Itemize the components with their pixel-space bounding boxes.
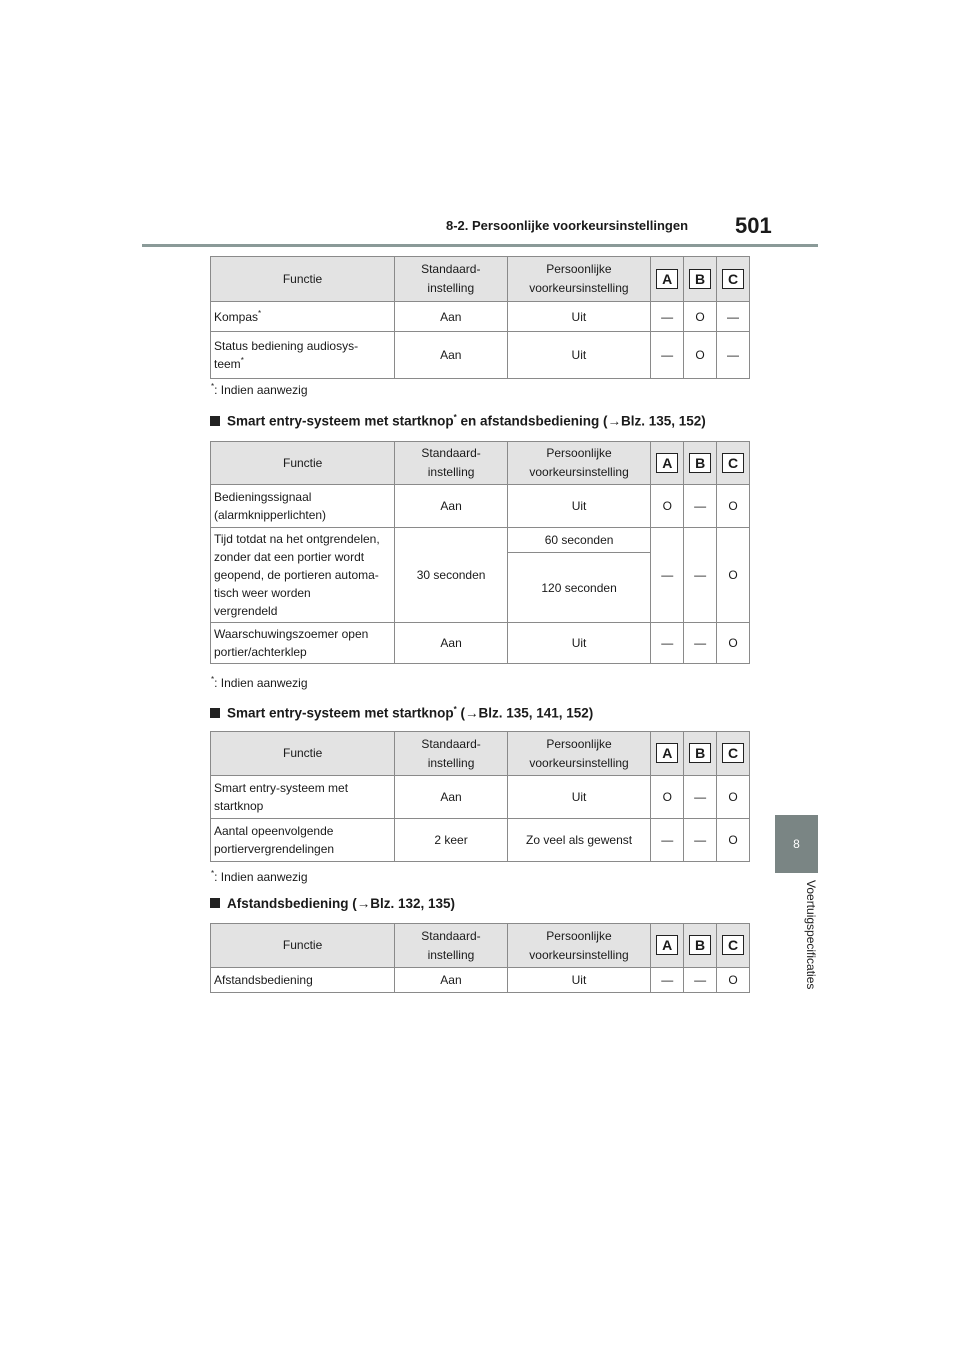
col-c: C: [722, 269, 744, 289]
table-row: [211, 528, 750, 553]
custom-cell: Uit: [507, 332, 651, 379]
table-header-row: [211, 442, 750, 485]
footnote: *: Indien aanwezig: [211, 675, 308, 690]
table-row: [211, 776, 750, 819]
settings-table-3: [210, 731, 750, 862]
col-persoonlijke: Persoonlijke voorkeursinstelling: [507, 924, 651, 968]
col-c: C: [722, 935, 744, 955]
col-b: B: [689, 743, 711, 763]
settings-table-4: [210, 923, 750, 993]
c-cell: O: [717, 623, 750, 664]
b-cell: O: [684, 332, 717, 379]
a-cell: —: [651, 528, 684, 623]
default-cell: Aan: [395, 776, 507, 819]
col-functie: Functie: [211, 442, 395, 485]
c-cell: —: [717, 332, 750, 379]
custom-cell: Uit: [507, 302, 651, 332]
table-row: [211, 819, 750, 862]
custom-cell: Uit: [507, 776, 651, 819]
function-cell: Tijd totdat na het ontgrendelen, zonder dat een portier wordt geopend, de portieren automa- tisch weer worden vergrendeld: [211, 528, 395, 623]
table-row: [211, 485, 750, 528]
a-cell: —: [651, 819, 684, 862]
header-rule: [142, 244, 818, 247]
custom-cell: 60 seconden: [507, 528, 651, 553]
function-cell: Smart entry-systeem met startknop: [211, 776, 395, 819]
col-standaard: Standaard- instelling: [395, 732, 507, 776]
default-cell: 30 seconden: [395, 528, 507, 623]
function-cell: Kompas*: [211, 302, 395, 332]
default-cell: Aan: [395, 968, 507, 993]
custom-cell: 120 seconden: [507, 553, 651, 623]
default-cell: Aan: [394, 332, 507, 379]
section-heading: Afstandsbediening (→Blz. 132, 135): [210, 896, 455, 911]
table-row: [211, 623, 750, 664]
a-cell: O: [651, 485, 684, 528]
col-b: B: [689, 935, 711, 955]
col-c: C: [722, 743, 744, 763]
default-cell: 2 keer: [395, 819, 507, 862]
c-cell: —: [717, 302, 750, 332]
col-standaard: Standaard- instelling: [395, 442, 507, 485]
section-heading: Smart entry-systeem met startknop* en afstandsbediening (→Blz. 135, 152): [210, 413, 706, 429]
settings-table-2: [210, 441, 750, 664]
table-header-row: [211, 732, 750, 776]
col-a: A: [656, 453, 678, 473]
col-a: A: [656, 935, 678, 955]
function-cell: Bedieningssignaal (alarmknipperlichten): [211, 485, 395, 528]
col-functie: Functie: [211, 257, 395, 302]
chapter-tab: 8: [775, 815, 818, 873]
default-cell: Aan: [394, 302, 507, 332]
col-b: B: [689, 269, 711, 289]
col-standaard: Standaard- instelling: [394, 257, 507, 302]
b-cell: —: [684, 528, 717, 623]
table-row: [211, 302, 750, 332]
a-cell: —: [651, 332, 684, 379]
col-standaard: Standaard- instelling: [395, 924, 507, 968]
function-cell: Status bediening audiosys- teem*: [211, 332, 395, 379]
col-persoonlijke: Persoonlijke voorkeursinstelling: [507, 442, 651, 485]
section-header: 8-2. Persoonlijke voorkeursinstellingen: [446, 218, 689, 233]
b-cell: —: [684, 776, 717, 819]
a-cell: —: [651, 968, 684, 993]
footnote: *: Indien aanwezig: [211, 382, 308, 397]
b-cell: —: [684, 623, 717, 664]
a-cell: —: [651, 302, 684, 332]
default-cell: Aan: [395, 623, 507, 664]
custom-cell: Uit: [507, 485, 651, 528]
function-cell: Waarschuwingszoemer open portier/achterklep: [211, 623, 395, 664]
col-functie: Functie: [211, 732, 395, 776]
c-cell: O: [717, 485, 750, 528]
col-b: B: [689, 453, 711, 473]
chapter-label: Voertuigspecificaties: [804, 880, 818, 990]
settings-table-1: [210, 256, 750, 379]
col-functie: Functie: [211, 924, 395, 968]
a-cell: O: [651, 776, 684, 819]
custom-cell: Zo veel als gewenst: [507, 819, 651, 862]
table-row: [211, 332, 750, 379]
c-cell: O: [717, 819, 750, 862]
default-cell: Aan: [395, 485, 507, 528]
col-c: C: [722, 453, 744, 473]
c-cell: O: [717, 776, 750, 819]
col-a: A: [656, 743, 678, 763]
col-a: A: [656, 269, 678, 289]
table-row: [211, 968, 750, 993]
table-header-row: [211, 924, 750, 968]
b-cell: O: [684, 302, 717, 332]
table-header-row: [211, 257, 750, 302]
custom-cell: Uit: [507, 968, 651, 993]
col-persoonlijke: Persoonlijke voorkeursinstelling: [507, 257, 651, 302]
custom-cell: Uit: [507, 623, 651, 664]
section-heading: Smart entry-systeem met startknop* (→Blz. 135, 141, 152): [210, 705, 593, 721]
function-cell: Afstandsbediening: [211, 968, 395, 993]
a-cell: —: [651, 623, 684, 664]
b-cell: —: [684, 485, 717, 528]
b-cell: —: [684, 819, 717, 862]
c-cell: O: [717, 968, 750, 993]
b-cell: —: [684, 968, 717, 993]
col-persoonlijke: Persoonlijke voorkeursinstelling: [507, 732, 651, 776]
page-number: 501: [735, 213, 772, 238]
c-cell: O: [717, 528, 750, 623]
function-cell: Aantal opeenvolgende portiervergrendelingen: [211, 819, 395, 862]
footnote: *: Indien aanwezig: [211, 869, 308, 884]
